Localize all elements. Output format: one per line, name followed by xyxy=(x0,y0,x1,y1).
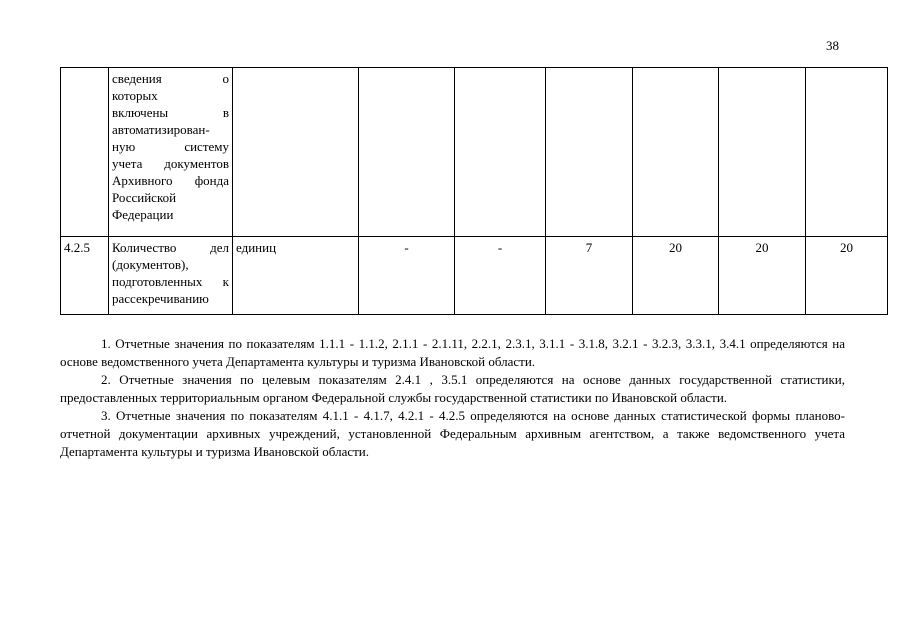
page-number: 38 xyxy=(826,38,839,53)
value-cell: 20 xyxy=(633,237,719,315)
value-cell: - xyxy=(455,237,546,315)
indicator-name-line: включены в xyxy=(112,105,229,120)
indicator-name-line: рассекречиванию xyxy=(112,291,209,306)
indicator-name-line: автоматизирован- xyxy=(112,122,210,137)
value-cell xyxy=(633,68,719,237)
value-cell: 7 xyxy=(546,237,633,315)
table-row xyxy=(61,237,888,315)
value-cell xyxy=(546,68,633,237)
indicator-name-line: Количество дел xyxy=(112,240,229,255)
indicator-name-line: учета документов xyxy=(112,156,229,171)
table-row xyxy=(61,68,888,237)
indicator-name-line: подготовленных к xyxy=(112,274,229,289)
unit-cell: единиц xyxy=(233,237,359,315)
value-cell: 20 xyxy=(806,237,888,315)
row-number-cell: 4.2.5 xyxy=(61,237,109,315)
value-cell xyxy=(806,68,888,237)
footnote-paragraph: 3. Отчетные значения по показателям 4.1.1 - 4.1.7, 4.2.1 - 4.2.5 определяются на основе данных статистической формы планово-отчетной документации архивных учреждений, установленной Федеральным архивным агентством, а также ведомственного учета Департамента культуры и туризма Ивановской области. xyxy=(60,408,845,459)
footnote-paragraph: 1. Отчетные значения по показателям 1.1.1 - 1.1.2, 2.1.1 - 2.1.11, 2.2.1, 2.3.1, 3.1.1 - 3.1.8, 3.2.1 - 3.2.3, 3.3.1, 3.4.1 определяются на основе ведомственного учета Департамента культуры и туризма Ивановской области. xyxy=(60,336,845,369)
value-cell: 20 xyxy=(719,237,806,315)
row-number-cell xyxy=(61,68,109,237)
indicator-name-line: Архивного фонда xyxy=(112,173,229,188)
indicator-name-cell xyxy=(109,68,233,237)
unit-cell xyxy=(233,68,359,237)
indicator-name-line: которых xyxy=(112,88,158,103)
indicator-name-line: (документов), xyxy=(112,257,189,272)
value-cell: - xyxy=(359,237,455,315)
indicator-name-line: Федерации xyxy=(112,207,174,222)
indicator-name-line: сведения о xyxy=(112,71,229,86)
value-cell xyxy=(359,68,455,237)
indicator-name-line: ную системy xyxy=(112,139,229,154)
value-cell xyxy=(719,68,806,237)
footnote-paragraph: 2. Отчетные значения по целевым показателям 2.4.1 , 3.5.1 определяются на основе данных государственной статистики, предоставленных территориальным органом Федеральной службы государственной статистики по Ивановской области. xyxy=(60,372,845,405)
indicator-name-line: Российской xyxy=(112,190,177,205)
indicators-table xyxy=(60,67,888,315)
indicator-name-cell xyxy=(109,237,233,315)
value-cell xyxy=(455,68,546,237)
footnotes xyxy=(60,335,845,461)
